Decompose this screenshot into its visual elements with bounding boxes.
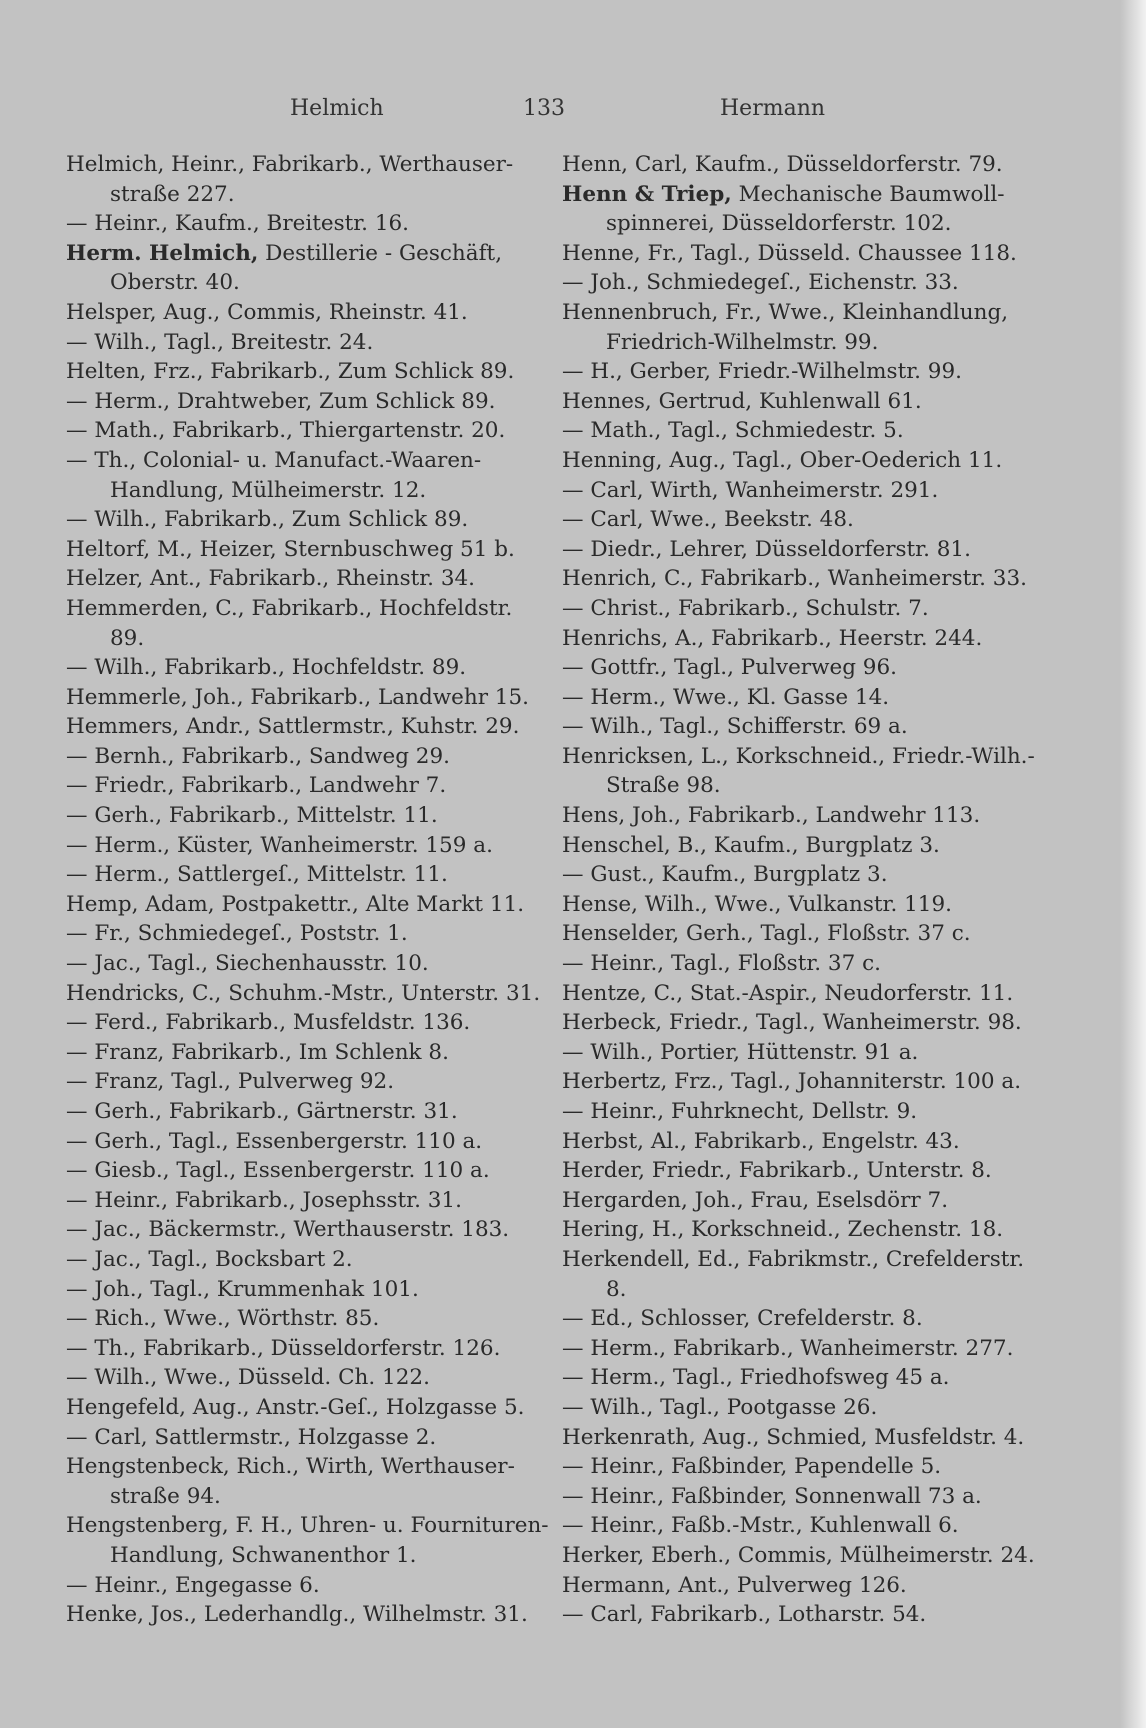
entry-text: — Christ., Fabrikarb., Schulstr. 7. <box>562 595 929 621</box>
directory-entry <box>562 831 1047 861</box>
entry-text: — Carl, Sattlermstr., Holzgasse 2. <box>66 1424 437 1450</box>
entry-text: — Heinr., Faßb.-Mstr., Kuhlenwall 6. <box>562 1513 959 1539</box>
directory-entry <box>562 1334 1047 1364</box>
entry-text: — Franz, Fabrikarb., Im Schlenk 8. <box>66 1039 449 1065</box>
entry-text: — Carl, Wirth, Wanheimerstr. 291. <box>562 477 939 503</box>
entry-text: Henke, Jos., Lederhandlg., Wilhelmstr. 31. <box>66 1602 528 1628</box>
directory-entry <box>562 1156 1047 1186</box>
entry-text: Hengstenbeck, Rich., Wirth, Werthauser-straße 94. <box>66 1454 515 1509</box>
directory-entry <box>562 1215 1047 1245</box>
entry-text: — Herm., Tagl., Friedhofsweg 45 a. <box>562 1365 950 1391</box>
entry-text: Helten, Frz., Fabrikarb., Zum Schlick 89. <box>66 359 515 385</box>
directory-entry <box>562 387 1047 417</box>
directory-entry <box>66 1393 551 1423</box>
directory-entry <box>562 624 1047 654</box>
directory-entry <box>66 416 551 446</box>
directory-entry <box>562 1038 1047 1068</box>
directory-entry <box>66 1127 551 1157</box>
entry-text: — Giesb., Tagl., Essenbergerstr. 110 a. <box>66 1158 490 1184</box>
directory-entry <box>562 1245 1047 1304</box>
entry-text: Hendricks, C., Schuhm.-Mstr., Unterstr. 31. <box>66 980 541 1006</box>
directory-entry <box>66 1334 551 1364</box>
directory-entry <box>562 1304 1047 1334</box>
entry-text: — Th., Colonial- u. Manufact.-Waaren-Handlung, Mülheimerstr. 12. <box>66 447 482 503</box>
entry-text: Herkenrath, Aug., Schmied, Musfeldstr. 4. <box>562 1424 1025 1450</box>
directory-entry <box>66 446 551 505</box>
directory-entry <box>66 1038 551 1068</box>
directory-entry <box>66 1511 551 1570</box>
entry-text: — Friedr., Fabrikarb., Landwehr 7. <box>66 773 447 799</box>
directory-entry <box>66 1275 551 1305</box>
entry-text: — Jac., Bäckermstr., Werthauserstr. 183. <box>66 1217 510 1243</box>
directory-entry <box>66 742 551 772</box>
entry-text: — Herm., Drahtweber, Zum Schlick 89. <box>66 388 496 414</box>
directory-entry <box>562 1452 1047 1482</box>
directory-entry <box>562 416 1047 446</box>
directory-entry <box>562 357 1047 387</box>
entry-text: Herder, Friedr., Fabrikarb., Unterstr. 8. <box>562 1158 992 1184</box>
directory-entry <box>66 771 551 801</box>
directory-entry <box>562 890 1047 920</box>
entry-text: — Herm., Sattlergeſ., Mittelstr. 11. <box>66 862 448 888</box>
entry-text: — Gerh., Fabrikarb., Gärtnerstr. 31. <box>66 1099 458 1124</box>
entry-text: — Heinr., Engegasse 6. <box>66 1572 320 1598</box>
directory-entry <box>66 594 551 653</box>
directory-entry <box>562 1363 1047 1393</box>
entry-text: — Herm., Wwe., Kl. Gasse 14. <box>562 684 890 710</box>
page-edge <box>1120 0 1146 1728</box>
entry-text: Herbertz, Frz., Tagl., Johanniterstr. 100 a. <box>562 1069 1022 1095</box>
directory-entry <box>66 890 551 920</box>
directory-entry <box>562 1393 1047 1423</box>
directory-entry <box>66 328 551 358</box>
entry-text: — Fr., Schmiedegeſ., Poststr. 1. <box>66 921 408 947</box>
directory-entry <box>562 979 1047 1009</box>
entry-text: — Gerh., Fabrikarb., Mittelstr. 11. <box>66 803 438 829</box>
directory-entry <box>562 1511 1047 1541</box>
directory-entry <box>66 683 551 713</box>
directory-entry <box>66 209 551 239</box>
directory-entry <box>562 505 1047 535</box>
entry-firm-name: Herm. Helmich, <box>66 240 259 266</box>
directory-entry <box>66 653 551 683</box>
entry-text: — Wilh., Portier, Hüttenstr. 91 a. <box>562 1039 919 1065</box>
directory-entry <box>66 505 551 535</box>
entry-text: Henrich, C., Fabrikarb., Wanheimerstr. 33. <box>562 566 1027 592</box>
entry-text: Hermann, Ant., Pulverweg 126. <box>562 1572 907 1598</box>
directory-entry <box>562 476 1047 506</box>
entry-text: Hennes, Gertrud, Kuhlenwall 61. <box>562 388 922 414</box>
left-column <box>66 150 551 1630</box>
entry-text: Henrichs, A., Fabrikarb., Heerstr. 244. <box>562 625 983 651</box>
directory-entry <box>66 979 551 1009</box>
entry-text: — Wilh., Tagl., Schifferstr. 69 a. <box>562 714 908 740</box>
entry-text: Herker, Eberh., Commis, Mülheimerstr. 24. <box>562 1542 1035 1568</box>
directory-entry <box>66 1215 551 1245</box>
directory-entry <box>562 535 1047 565</box>
directory-entry <box>562 653 1047 683</box>
directory-entry <box>562 446 1047 476</box>
directory-entry <box>66 150 551 209</box>
directory-entry <box>66 801 551 831</box>
directory-entry <box>562 298 1047 357</box>
entry-text: Henschel, B., Kaufm., Burgplatz 3. <box>562 832 940 858</box>
directory-entry <box>562 860 1047 890</box>
directory-entry <box>562 268 1047 298</box>
entry-text: — Math., Fabrikarb., Thiergartenstr. 20. <box>66 418 506 444</box>
running-header <box>290 96 826 132</box>
entry-text: Hentze, C., Stat.-Aspir., Neudorferstr. 11. <box>562 980 1014 1006</box>
entry-text: — Joh., Tagl., Krummenhak 101. <box>66 1276 419 1302</box>
entry-text: Henn, Carl, Kaufm., Düsseldorferstr. 79. <box>562 152 1003 177</box>
entry-text: — Heinr., Fabrikarb., Josephsstr. 31. <box>66 1187 462 1213</box>
entry-text: — Franz, Tagl., Pulverweg 92. <box>66 1069 395 1095</box>
directory-entry <box>562 1571 1047 1601</box>
entry-text: — Heinr., Kaufm., Breitestr. 16. <box>66 211 410 237</box>
directory-entry <box>66 535 551 565</box>
entry-text: — Wilh., Fabrikarb., Zum Schlick 89. <box>66 507 469 533</box>
directory-entry <box>562 1186 1047 1216</box>
directory-entry <box>562 742 1047 801</box>
entry-text: — Herm., Küster, Wanheimerstr. 159 a. <box>66 832 493 858</box>
directory-entry <box>66 1008 551 1038</box>
entry-text: Hergarden, Joh., Frau, Eselsdörr 7. <box>562 1187 949 1213</box>
entry-text: — Ferd., Fabrikarb., Musfeldstr. 136. <box>66 1010 471 1036</box>
entry-text: Helsper, Aug., Commis, Rheinstr. 41. <box>66 299 468 325</box>
entry-text: Herkendell, Ed., Fabrikmstr., Crefelderstr. 8. <box>562 1246 1025 1302</box>
directory-entry <box>562 239 1047 269</box>
directory-entry <box>562 180 1047 239</box>
entry-text: — Heinr., Tagl., Floßstr. 37 c. <box>562 951 882 977</box>
entry-text: — Heinr., Fuhrknecht, Dellstr. 9. <box>562 1099 918 1124</box>
directory-entry <box>562 1008 1047 1038</box>
entry-text: Hengstenberg, F. H., Uhren- u. Fournituren-Handlung, Schwanenthor 1. <box>66 1513 549 1568</box>
entry-text: Hengefeld, Aug., Anstr.-Geſ., Holzgasse 5. <box>66 1394 525 1420</box>
entry-text: Hering, H., Korkschneid., Zechenstr. 18. <box>562 1217 1004 1243</box>
directory-entry <box>66 949 551 979</box>
entry-text: — Gust., Kaufm., Burgplatz 3. <box>562 862 888 888</box>
entry-text: — Wilh., Tagl., Breitestr. 24. <box>66 329 374 355</box>
entry-text: Hennenbruch, Fr., Wwe., Kleinhandlung, Friedrich-Wilhelmstr. 99. <box>562 299 1009 355</box>
right-column <box>562 150 1047 1630</box>
directory-entry <box>562 150 1047 180</box>
entry-text: Hemp, Adam, Postpakettr., Alte Markt 11. <box>66 891 525 917</box>
directory-entry <box>66 860 551 890</box>
directory-entry <box>66 1245 551 1275</box>
directory-entry <box>66 387 551 417</box>
entry-text: — Th., Fabrikarb., Düsseldorferstr. 126. <box>66 1335 501 1361</box>
entry-text: Henricksen, L., Korkschneid., Friedr.-Wilh.-Straße 98. <box>562 743 1035 799</box>
entry-text: — Wilh., Tagl., Pootgasse 26. <box>562 1394 878 1420</box>
entry-text: — H., Gerber, Friedr.-Wilhelmstr. 99. <box>562 359 962 385</box>
directory-entry <box>66 1156 551 1186</box>
directory-entry <box>562 594 1047 624</box>
header-last-name: Hermann <box>720 96 826 121</box>
entry-text: Hemmerden, C., Fabrikarb., Hochfeldstr. 89. <box>66 595 513 651</box>
entry-text: Hens, Joh., Fabrikarb., Landwehr 113. <box>562 803 981 829</box>
entry-text: Destillerie - Geschäft, Oberstr. 40. <box>110 240 503 296</box>
directory-entry <box>562 1600 1047 1630</box>
entry-text: — Bernh., Fabrikarb., Sandweg 29. <box>66 743 450 769</box>
header-first-name: Helmich <box>290 96 384 121</box>
directory-entry <box>66 1571 551 1601</box>
entry-text: Henne, Fr., Tagl., Düsseld. Chaussee 118. <box>562 240 1017 266</box>
directory-entry <box>66 1304 551 1334</box>
entry-text: — Heinr., Faßbinder, Papendelle 5. <box>562 1454 942 1480</box>
entry-text: Helmich, Heinr., Fabrikarb., Werthauser-straße 227. <box>66 152 514 207</box>
directory-entry <box>66 1097 551 1127</box>
directory-entry <box>66 1423 551 1453</box>
directory-entry <box>562 1482 1047 1512</box>
entry-text: Herbst, Al., Fabrikarb., Engelstr. 43. <box>562 1128 960 1154</box>
directory-entry <box>562 949 1047 979</box>
entry-text: Henning, Aug., Tagl., Ober-Oederich 11. <box>562 447 1003 473</box>
entry-text: — Joh., Schmiedegeſ., Eichenstr. 33. <box>562 270 959 296</box>
entry-firm-name: Henn & Triep, <box>562 181 732 207</box>
directory-entry <box>562 919 1047 949</box>
directory-entry <box>562 801 1047 831</box>
directory-entry <box>562 712 1047 742</box>
directory-entry <box>66 1186 551 1216</box>
entry-text: — Gerh., Tagl., Essenbergerstr. 110 a. <box>66 1128 483 1154</box>
directory-entry <box>66 1067 551 1097</box>
directory-entry <box>562 564 1047 594</box>
entry-text: — Herm., Fabrikarb., Wanheimerstr. 277. <box>562 1335 1014 1361</box>
entry-text: Herbeck, Friedr., Tagl., Wanheimerstr. 98. <box>562 1010 1022 1036</box>
entry-text: — Heinr., Faßbinder, Sonnenwall 73 a. <box>562 1483 982 1509</box>
entry-text: Heltorf, M., Heizer, Sternbuschweg 51 b. <box>66 536 515 562</box>
entry-text: — Carl, Wwe., Beekstr. 48. <box>562 507 854 533</box>
entry-text: — Wilh., Fabrikarb., Hochfeldstr. 89. <box>66 655 467 681</box>
entry-text: — Jac., Tagl., Siechenhausstr. 10. <box>66 951 429 977</box>
entry-text: Hemmers, Andr., Sattlermstr., Kuhstr. 29. <box>66 714 520 740</box>
entry-text: — Carl, Fabrikarb., Lotharstr. 54. <box>562 1602 927 1628</box>
directory-entry <box>562 1067 1047 1097</box>
entry-text: — Wilh., Wwe., Düsseld. Ch. 122. <box>66 1365 430 1391</box>
directory-entry <box>66 564 551 594</box>
entry-text: Henselder, Gerh., Tagl., Floßstr. 37 c. <box>562 921 971 947</box>
entry-text: Mechanische Baumwoll-spinnerei, Düsseldorferstr. 102. <box>606 181 1005 237</box>
entry-text: Hemmerle, Joh., Fabrikarb., Landwehr 15. <box>66 684 529 710</box>
entry-text: — Math., Tagl., Schmiedestr. 5. <box>562 418 904 444</box>
directory-entry <box>66 239 551 298</box>
directory-entry <box>562 1541 1047 1571</box>
page-number: 133 <box>523 96 565 121</box>
directory-entry <box>66 1600 551 1630</box>
directory-entry <box>66 298 551 328</box>
entry-text: — Jac., Tagl., Bocksbart 2. <box>66 1246 353 1272</box>
entry-text: Helzer, Ant., Fabrikarb., Rheinstr. 34. <box>66 566 476 592</box>
entry-text: — Gottfr., Tagl., Pulverweg 96. <box>562 655 897 681</box>
entry-text: — Ed., Schlosser, Crefelderstr. 8. <box>562 1306 923 1332</box>
directory-entry <box>562 1097 1047 1127</box>
entry-text: — Rich., Wwe., Wörthstr. 85. <box>66 1306 380 1332</box>
directory-entry <box>562 1127 1047 1157</box>
directory-entry <box>562 1423 1047 1453</box>
directory-entry <box>66 831 551 861</box>
entry-text: — Diedr., Lehrer, Düsseldorferstr. 81. <box>562 536 971 562</box>
directory-entry <box>66 357 551 387</box>
directory-entry <box>66 712 551 742</box>
entry-text: Hense, Wilh., Wwe., Vulkanstr. 119. <box>562 891 952 917</box>
directory-entry <box>562 683 1047 713</box>
directory-entry <box>66 1452 551 1511</box>
directory-entry <box>66 1363 551 1393</box>
directory-entry <box>66 919 551 949</box>
